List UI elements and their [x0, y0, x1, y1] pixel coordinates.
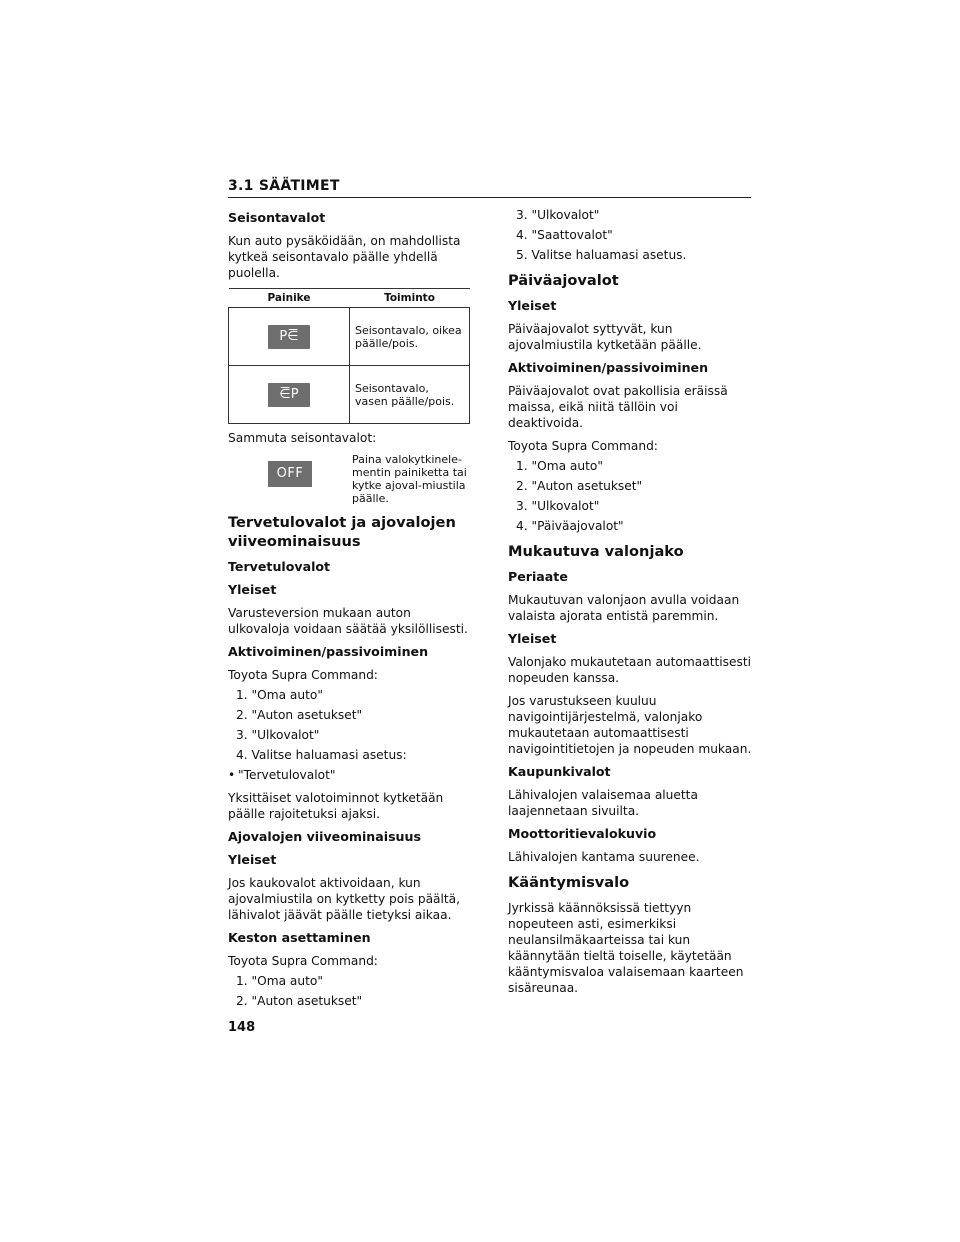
list-item: 5. Valitse haluamasi asetus. [516, 248, 687, 262]
steps-list [228, 973, 470, 1009]
heading-yleiset: Yleiset [228, 582, 277, 597]
list-item: 2. "Auton asetukset" [236, 994, 363, 1008]
paragraph: Jos kaukovalot aktivoidaan, kun ajovalmiustila on kytketty pois päältä, lähivalot jäävät päälle tietyksi aikaa. [228, 876, 461, 922]
heading-aktivoiminen: Aktivoiminen/passivoiminen [508, 360, 709, 375]
paragraph: Jos varustukseen kuuluu navigointijärjestelmä, valonjako mukautetaan automaattisesti navigointitietojen ja nopeuden mukaan. [508, 694, 752, 756]
list-item: 2. "Auton asetukset" [236, 708, 363, 722]
list-item: 3. "Ulkovalot" [236, 728, 320, 742]
heading-kaantymisvalo: Kääntymisvalo [508, 874, 630, 891]
right-column [508, 207, 752, 1003]
heading-tervetulovalot-ja-viive: Tervetulovalot ja ajovalojen viiveominaisuus [228, 514, 456, 550]
heading-ajovalojen-viive: Ajovalojen viiveominaisuus [228, 829, 421, 844]
paragraph: Sammuta seisontavalot: [228, 431, 377, 445]
paragraph: Toyota Supra Command: [508, 439, 658, 453]
section-header: 3.1 SÄÄTIMET [228, 178, 751, 198]
table-row [229, 366, 470, 424]
left-column [228, 207, 470, 1013]
steps-list [508, 207, 752, 263]
list-item: 1. "Oma auto" [236, 688, 323, 702]
paragraph: Toyota Supra Command: [228, 954, 378, 968]
list-item: 1. "Oma auto" [236, 974, 323, 988]
heading-paivaajovalot: Päiväajovalot [508, 272, 619, 289]
table-cell-desc: Seisontavalo, oikea päälle/pois. [350, 308, 470, 366]
list-item: 3. "Ulkovalot" [516, 499, 600, 513]
heading-periaate: Periaate [508, 569, 568, 584]
bullet-list [228, 767, 470, 783]
paragraph: Mukautuvan valonjaon avulla voidaan valaista ajorata entistä paremmin. [508, 593, 740, 623]
table-header-toiminto: Toiminto [350, 289, 470, 308]
list-item: 4. Valitse haluamasi asetus: [236, 748, 407, 762]
heading-seisontavalot: Seisontavalot [228, 210, 326, 225]
heading-moottoritievalokuvio: Moottoritievalokuvio [508, 826, 657, 841]
heading-yleiset: Yleiset [228, 852, 277, 867]
button-function-table [228, 288, 470, 424]
list-item: 4. "Saattovalot" [516, 228, 613, 242]
steps-list [228, 687, 470, 763]
paragraph: Jyrkissä käännöksissä tiettyyn nopeuteen asti, esimerkiksi neulansilmäkaarteissa tai kun käännytään tieltä toiselle, käytetään kääntymisvaloa valaisemaan kaarteen sisäreunaa. [508, 901, 744, 995]
list-item: 1. "Oma auto" [516, 459, 603, 473]
paragraph: Lähivalojen valaisemaa aluetta laajennetaan sivuilta. [508, 788, 698, 818]
paragraph: Varusteversion mukaan auton ulkovaloja voidaan säätää yksilöllisesti. [228, 606, 468, 636]
heading-keston-asettaminen: Keston asettaminen [228, 930, 371, 945]
list-item: • "Tervetulovalot" [228, 768, 336, 782]
table-header-painike: Painike [229, 289, 350, 308]
heading-mukautuva-valonjako: Mukautuva valonjako [508, 543, 684, 560]
heading-yleiset: Yleiset [508, 631, 557, 646]
list-item: 3. "Ulkovalot" [516, 208, 600, 222]
steps-list [508, 458, 752, 534]
table-row [229, 308, 470, 366]
off-button-icon: OFF [268, 461, 312, 487]
paragraph: Kun auto pysäköidään, on mahdollista kytkeä seisontavalo päälle yhdellä puolella. [228, 234, 461, 280]
off-instruction [228, 453, 470, 505]
parking-light-right-icon: P⋶ [268, 325, 310, 349]
table-cell-desc: Seisontavalo, vasen päälle/pois. [350, 366, 470, 424]
paragraph: Päiväajovalot ovat pakollisia eräissä maissa, eikä niitä tällöin voi deaktivoida. [508, 384, 728, 430]
list-item: 2. "Auton asetukset" [516, 479, 643, 493]
paragraph: Yksittäiset valotoiminnot kytketään päälle rajoitetuksi ajaksi. [228, 791, 444, 821]
off-description: Paina valokytkinele-mentin painiketta tai kytke ajoval-miustila päälle. [352, 453, 467, 505]
paragraph: Valonjako mukautetaan automaattisesti nopeuden kanssa. [508, 655, 751, 685]
paragraph: Päiväajovalot syttyvät, kun ajovalmiustila kytketään päälle. [508, 322, 702, 352]
parking-light-left-icon: ⋶P [268, 383, 310, 407]
heading-kaupunkivalot: Kaupunkivalot [508, 764, 611, 779]
page-number: 148 [228, 1020, 256, 1035]
paragraph: Toyota Supra Command: [228, 668, 378, 682]
list-item: 4. "Päiväajovalot" [516, 519, 624, 533]
heading-aktivoiminen: Aktivoiminen/passivoiminen [228, 644, 429, 659]
paragraph: Lähivalojen kantama suurenee. [508, 850, 700, 864]
heading-yleiset: Yleiset [508, 298, 557, 313]
heading-tervetulovalot: Tervetulovalot [228, 559, 331, 574]
